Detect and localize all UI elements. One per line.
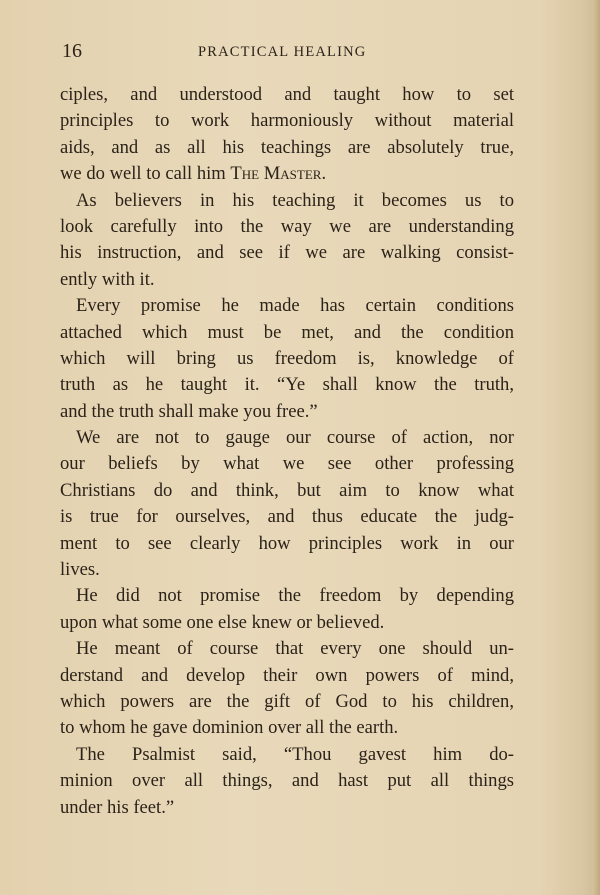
text-line: aids, and as all his teachings are absolutely true, [60,136,514,158]
text-line: his instruction, and see if we are walking consist- [60,242,514,264]
text-line: He did not promise the freedom by depending [76,585,514,607]
small-caps-title: The Master. [230,163,327,185]
paragraph [60,425,514,583]
text-line [60,161,514,187]
paragraph [60,293,514,425]
text-line: and the truth shall make you free.” [60,400,318,422]
text-line: principles to work harmoniously without material [60,110,514,132]
running-title: PRACTICAL HEALING [198,44,367,60]
page-number: 16 [62,40,82,62]
text-line: minion over all things, and hast put all things [60,770,514,792]
text-line: lives. [60,559,100,581]
paragraph [60,188,514,294]
text-line: Every promise he made has certain conditions [76,295,514,317]
text-line: look carefully into the way we are understanding [60,215,514,237]
text-line: truth as he taught it. “Ye shall know the truth, [60,374,514,396]
text-line: attached which must be met, and the condition [60,321,514,343]
paragraph [60,583,514,636]
paragraph [60,742,514,821]
body-text [60,82,514,821]
text-line: He meant of course that every one should un- [76,638,514,660]
text-line: which will bring us freedom is, knowledge of [60,347,514,369]
text-line: ment to see clearly how principles work in our [60,532,514,554]
page-edge [592,0,600,895]
paragraph [60,636,514,742]
text-line-part: we do well to call him [60,163,231,185]
text-line: our beliefs by what we see other professing [60,453,514,475]
paragraph [60,82,514,188]
text-line: which powers are the gift of God to his children, [60,690,514,712]
text-line: As believers in his teaching it becomes us to [76,189,514,211]
text-line: ently with it. [60,268,155,290]
text-line: is true for ourselves, and thus educate the judg- [60,506,514,528]
text-line: under his feet.” [60,796,175,818]
text-line: ciples, and understood and taught how to set [60,84,514,105]
text-line: upon what some one else knew or believed. [60,611,385,633]
text-line: derstand and develop their own powers of mind, [60,664,514,686]
text-line: The Psalmist said, “Thou gavest him do- [76,743,514,765]
text-line: We are not to gauge our course of action, nor [76,427,514,449]
text-line: to whom he gave dominion over all the earth. [60,717,399,739]
text-line: Christians do and think, but aim to know what [60,479,514,501]
